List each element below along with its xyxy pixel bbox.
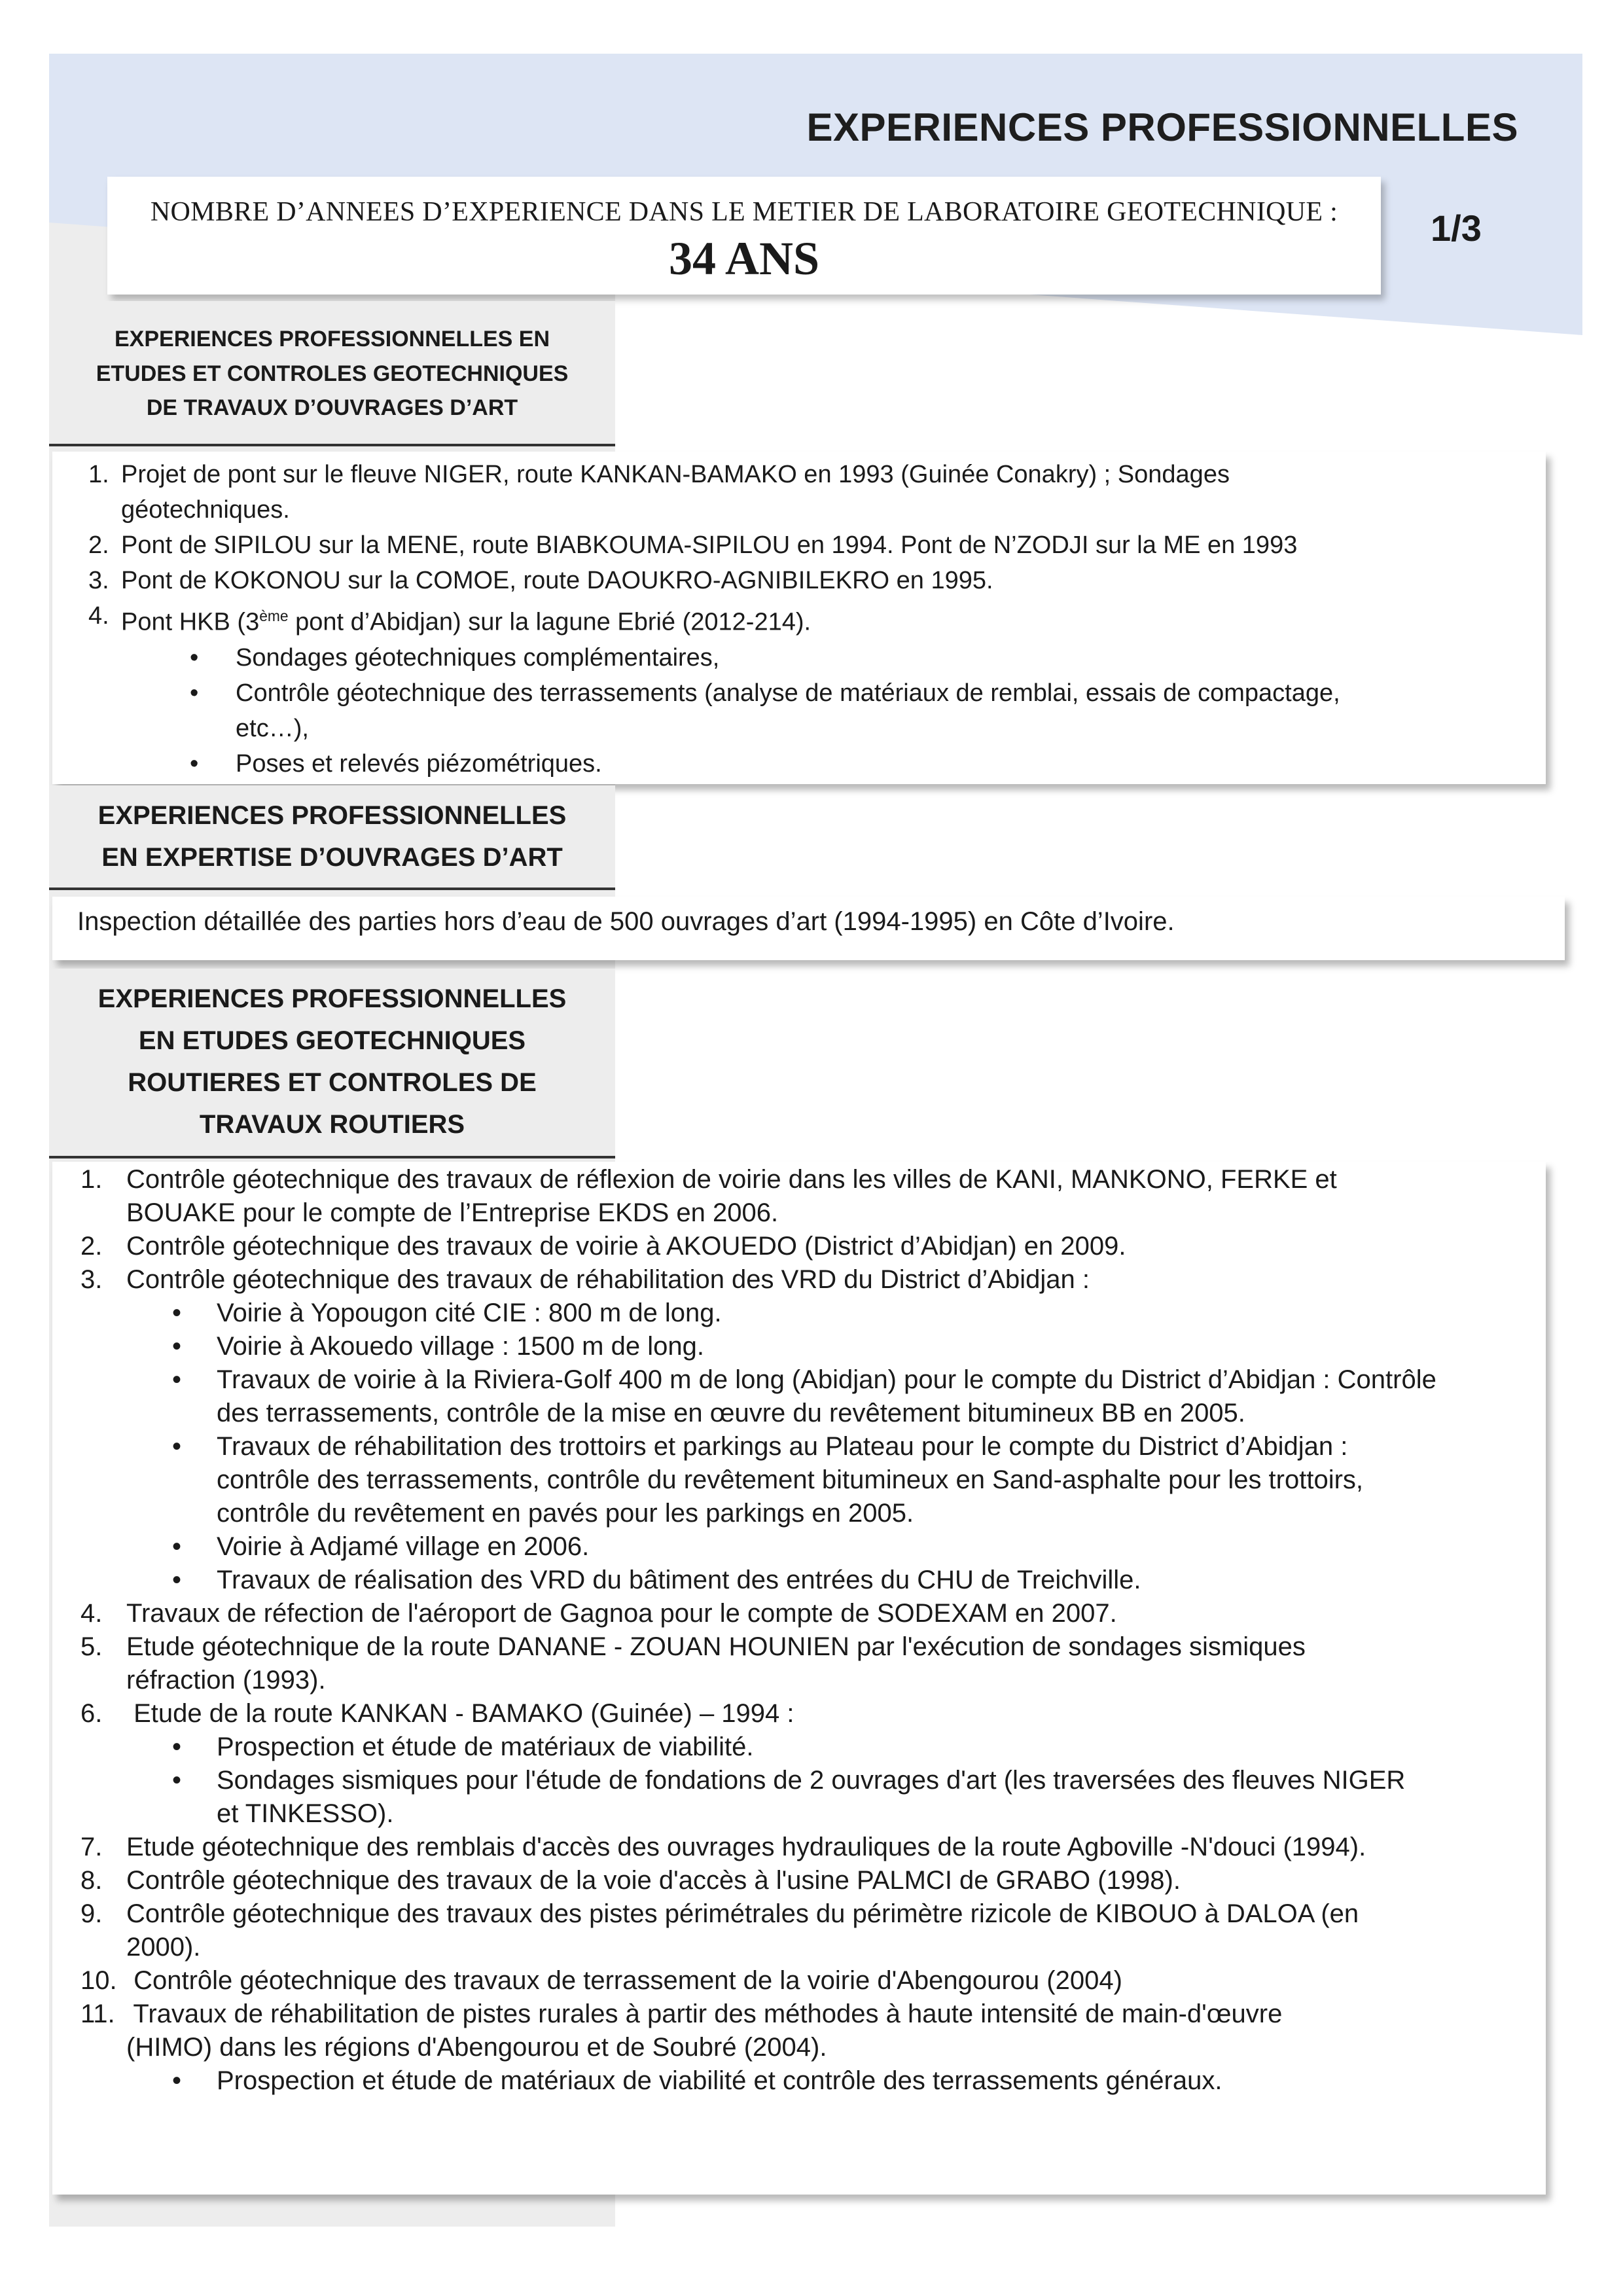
bullet-text: [217, 2064, 1533, 2098]
bullet-text-line: contrôle du revêtement en pavés pour les parkings en 2005.: [217, 1499, 914, 1528]
bullet-icon: •: [172, 1532, 182, 1561]
bullet-text: [217, 1731, 1533, 1764]
list-item-line: Contrôle géotechnique des travaux de réflexion de voirie dans les villes de KANI, MANKONO, FERKE et: [126, 1165, 1337, 1194]
bullet-icon: •: [190, 679, 199, 707]
list-item-line: Pont de SIPILOU sur la MENE, route BIABKOUMA-SIPILOU en 1994. Pont de N’ZODJI sur la ME en 1993: [121, 531, 1298, 559]
list-item-number: 4.: [80, 1599, 103, 1628]
list-item-number: 7.: [80, 1833, 103, 1861]
list-item-line: Contrôle géotechnique des travaux de voirie à AKOUEDO (District d’Abidjan) en 2009.: [126, 1232, 1126, 1261]
list-item-line: Etude géotechnique de la route DANANE - ZOUAN HOUNIEN par l'exécution de sondages sismiques: [126, 1632, 1306, 1661]
bullet-text: [236, 640, 1533, 675]
experience-years-label: NOMBRE D’ANNEES D’EXPERIENCE DANS LE METIER DE LABORATOIRE GEOTECHNIQUE :: [150, 197, 1338, 227]
bullet-icon: •: [172, 1732, 182, 1761]
bullet-text-line: et TINKESSO).: [217, 1799, 394, 1828]
section-heading-ouvrages-art: [49, 301, 615, 446]
bullet-text-line: etc…),: [236, 714, 309, 742]
list-item-number: 10.: [80, 1966, 117, 1995]
bullet-text-line: Poses et relevés piézométriques.: [236, 749, 602, 778]
bullet-text-line: Voirie à Yopougon cité CIE : 800 m de long.: [217, 1299, 722, 1327]
bullet-item: [80, 1764, 1533, 1831]
bullet-text: [217, 1297, 1533, 1330]
bullet-icon: •: [172, 1365, 182, 1394]
list-item: [80, 1163, 1533, 1230]
list-item-line: Pont de KOKONOU sur la COMOE, route DAOUKRO-AGNIBILEKRO en 1995.: [121, 567, 993, 594]
bullet-text-line: Voirie à Adjamé village en 2006.: [217, 1532, 590, 1561]
page-number: 1/3: [1431, 207, 1482, 249]
list-item: [88, 528, 1533, 563]
list-item: [88, 457, 1533, 528]
bullet-item: [80, 1363, 1533, 1430]
list-item-line: Etude de la route KANKAN - BAMAKO (Guinée) – 1994 :: [126, 1699, 794, 1728]
bullet-text: [236, 746, 1533, 781]
list-item-line: géotechniques.: [121, 496, 290, 524]
section-heading-line: EXPERIENCES PROFESSIONNELLES EN: [114, 327, 550, 351]
list-item: [80, 1597, 1533, 1630]
bullet-text: [217, 1530, 1533, 1564]
bullet-item: [88, 640, 1533, 675]
bullet-text-line: Sondages géotechniques complémentaires,: [236, 643, 720, 672]
list-item-line: Projet de pont sur le fleuve NIGER, route KANKAN-BAMAKO en 1993 (Guinée Conakry) ; Sondages: [121, 461, 1230, 488]
bullet-text: [217, 1430, 1533, 1530]
bullet-item: [80, 1530, 1533, 1564]
bullet-text-line: Travaux de réhabilitation des trottoirs et parkings au Plateau pour le compte du District d’Abidjan :: [217, 1432, 1348, 1461]
section-heading-line: DE TRAVAUX D’OUVRAGES D’ART: [146, 395, 518, 421]
section-heading-line: ROUTIERES ET CONTROLES DE: [128, 1068, 537, 1097]
bullet-icon: •: [172, 1432, 182, 1461]
list-item-text: [126, 1697, 1533, 1731]
section-heading-line: EXPERIENCES PROFESSIONNELLES: [98, 984, 567, 1013]
list-item-text: [121, 528, 1533, 563]
list-item-text: [126, 1831, 1533, 1864]
bullet-item: [88, 675, 1533, 746]
list-item-text: [126, 1263, 1533, 1297]
bullet-text: [217, 1764, 1533, 1831]
bullet-item: [88, 746, 1533, 781]
list-item-number: 2.: [88, 531, 109, 559]
list-item: [80, 1864, 1533, 1897]
list-item: [80, 1897, 1533, 1964]
bullet-text-line: Prospection et étude de matériaux de viabilité et contrôle des terrassements généraux.: [217, 2066, 1222, 2095]
section-heading-routes: [49, 969, 615, 1158]
list-item-text: [126, 1597, 1533, 1630]
list-item-line: Travaux de réhabilitation de pistes rurales à partir des méthodes à haute intensité de main-d'œuvre: [126, 2000, 1283, 2028]
list-item: [88, 598, 1533, 640]
list-item-text: [126, 1864, 1533, 1897]
list-item: [80, 1263, 1533, 1297]
bullet-text-line: Voirie à Akouedo village : 1500 m de long.: [217, 1332, 704, 1361]
bullet-icon: •: [172, 2066, 182, 2095]
list-item-line: Contrôle géotechnique des travaux de la voie d'accès à l'usine PALMCI de GRABO (1998).: [126, 1866, 1181, 1895]
list-item: [88, 563, 1533, 598]
list-item-line: (HIMO) dans les régions d'Abengourou et de Soubré (2004).: [126, 2033, 827, 2062]
list-item-number: 2.: [80, 1232, 103, 1261]
list-item-text: [126, 1998, 1533, 2064]
section-heading-expertise: [49, 785, 615, 890]
bullet-text: [217, 1363, 1533, 1430]
list-item-line: réfraction (1993).: [126, 1666, 326, 1695]
list-item-line: Etude géotechnique des remblais d'accès des ouvrages hydrauliques de la route Agboville -N'douci (1994).: [126, 1833, 1366, 1861]
list-item: [80, 1831, 1533, 1864]
section-heading-line: TRAVAUX ROUTIERS: [199, 1110, 465, 1139]
bullet-icon: •: [190, 749, 199, 778]
list-item-number: 6.: [80, 1699, 103, 1728]
list-item: [80, 1230, 1533, 1263]
list-item-number: 9.: [80, 1899, 103, 1928]
superscript: ème: [259, 607, 289, 624]
section-box-routes: [52, 1162, 1546, 2195]
section-box-ouvrages-art: [52, 452, 1546, 784]
bullet-icon: •: [172, 1332, 182, 1361]
section-box-expertise: [52, 897, 1565, 960]
bullet-item: [80, 1430, 1533, 1530]
expertise-text: Inspection détaillée des parties hors d’eau de 500 ouvrages d’art (1994-1995) en Côte d’Ivoire.: [77, 907, 1175, 936]
page-title: EXPERIENCES PROFESSIONNELLES: [806, 105, 1518, 149]
bullet-item: [80, 1564, 1533, 1597]
list-item-number: 3.: [80, 1265, 103, 1294]
bullet-text-line: contrôle des terrassements, contrôle du revêtement bitumineux en Sand-asphalte pour les trottoirs,: [217, 1465, 1364, 1494]
list-item-text: [121, 598, 1533, 640]
section-heading-line: EN ETUDES GEOTECHNIQUES: [138, 1026, 526, 1055]
list-item-text: [121, 563, 1533, 598]
list-item: [80, 1964, 1533, 1998]
bullet-item: [80, 1330, 1533, 1363]
section-heading-line: EXPERIENCES PROFESSIONNELLES: [98, 801, 567, 830]
list-item-number: 1.: [88, 461, 109, 488]
numbered-list: [88, 457, 1533, 781]
list-item-line: Travaux de réfection de l'aéroport de Gagnoa pour le compte de SODEXAM en 2007.: [126, 1599, 1117, 1628]
list-item-text: [126, 1163, 1533, 1230]
list-item: [80, 1998, 1533, 2064]
bullet-icon: •: [172, 1566, 182, 1594]
bullet-icon: •: [172, 1766, 182, 1795]
list-item-number: 3.: [88, 567, 109, 594]
list-item-line: Contrôle géotechnique des travaux de réhabilitation des VRD du District d’Abidjan :: [126, 1265, 1090, 1294]
list-item-number: 4.: [88, 602, 109, 630]
list-item-line: Contrôle géotechnique des travaux de terrassement de la voirie d'Abengourou (2004): [126, 1966, 1122, 1995]
list-item-line: BOUAKE pour le compte de l’Entreprise EKDS en 2006.: [126, 1198, 779, 1227]
list-item-line: 2000).: [126, 1933, 201, 1962]
list-item: [80, 1630, 1533, 1697]
text-part: pont d’Abidjan) sur la lagune Ebrié (2012-214).: [288, 608, 812, 636]
list-item-number: 11.: [80, 2000, 115, 2028]
numbered-list: [80, 1163, 1533, 2098]
list-item-text: [126, 1230, 1533, 1263]
bullet-item: [80, 1297, 1533, 1330]
list-item-text: [126, 1897, 1533, 1964]
list-item-text: [126, 1964, 1533, 1998]
list-item-number: 1.: [80, 1165, 103, 1194]
bullet-text: [217, 1564, 1533, 1597]
bullet-text: [236, 675, 1533, 746]
bullet-text-line: Travaux de voirie à la Riviera-Golf 400 m de long (Abidjan) pour le compte du District d’Abidjan : Contrôle: [217, 1365, 1436, 1394]
list-item-line: [121, 598, 1533, 640]
text-part: Pont HKB (3: [121, 608, 260, 636]
bullet-text-line: Travaux de réalisation des VRD du bâtiment des entrées du CHU de Treichville.: [217, 1566, 1141, 1594]
list-item-line: Contrôle géotechnique des travaux des pistes périmétrales du périmètre rizicole de KIBOUO à DALOA (en: [126, 1899, 1359, 1928]
bullet-text: [217, 1330, 1533, 1363]
bullet-icon: •: [190, 643, 199, 672]
bullet-item: [80, 2064, 1533, 2098]
experience-years-value: 34 ANS: [668, 232, 820, 285]
list-item: [80, 1697, 1533, 1731]
list-item-number: 5.: [80, 1632, 103, 1661]
bullet-text-line: Sondages sismiques pour l'étude de fondations de 2 ouvrages d'art (les traversées des fleuves NIGER: [217, 1766, 1406, 1795]
bullet-item: [80, 1731, 1533, 1764]
bullet-text-line: Contrôle géotechnique des terrassements (analyse de matériaux de remblai, essais de compactage,: [236, 679, 1340, 707]
bullet-text-line: Prospection et étude de matériaux de viabilité.: [217, 1732, 754, 1761]
section-heading-line: EN EXPERTISE D’OUVRAGES D’ART: [101, 843, 563, 872]
list-item-number: 8.: [80, 1866, 103, 1895]
experience-years-box: [107, 177, 1381, 295]
list-item-text: [121, 457, 1533, 528]
bullet-icon: •: [172, 1299, 182, 1327]
bullet-text-line: des terrassements, contrôle de la mise en œuvre du revêtement bitumineux BB en 2005.: [217, 1399, 1245, 1427]
list-item-text: [126, 1630, 1533, 1697]
section-heading-line: ETUDES ET CONTROLES GEOTECHNIQUES: [96, 361, 569, 386]
